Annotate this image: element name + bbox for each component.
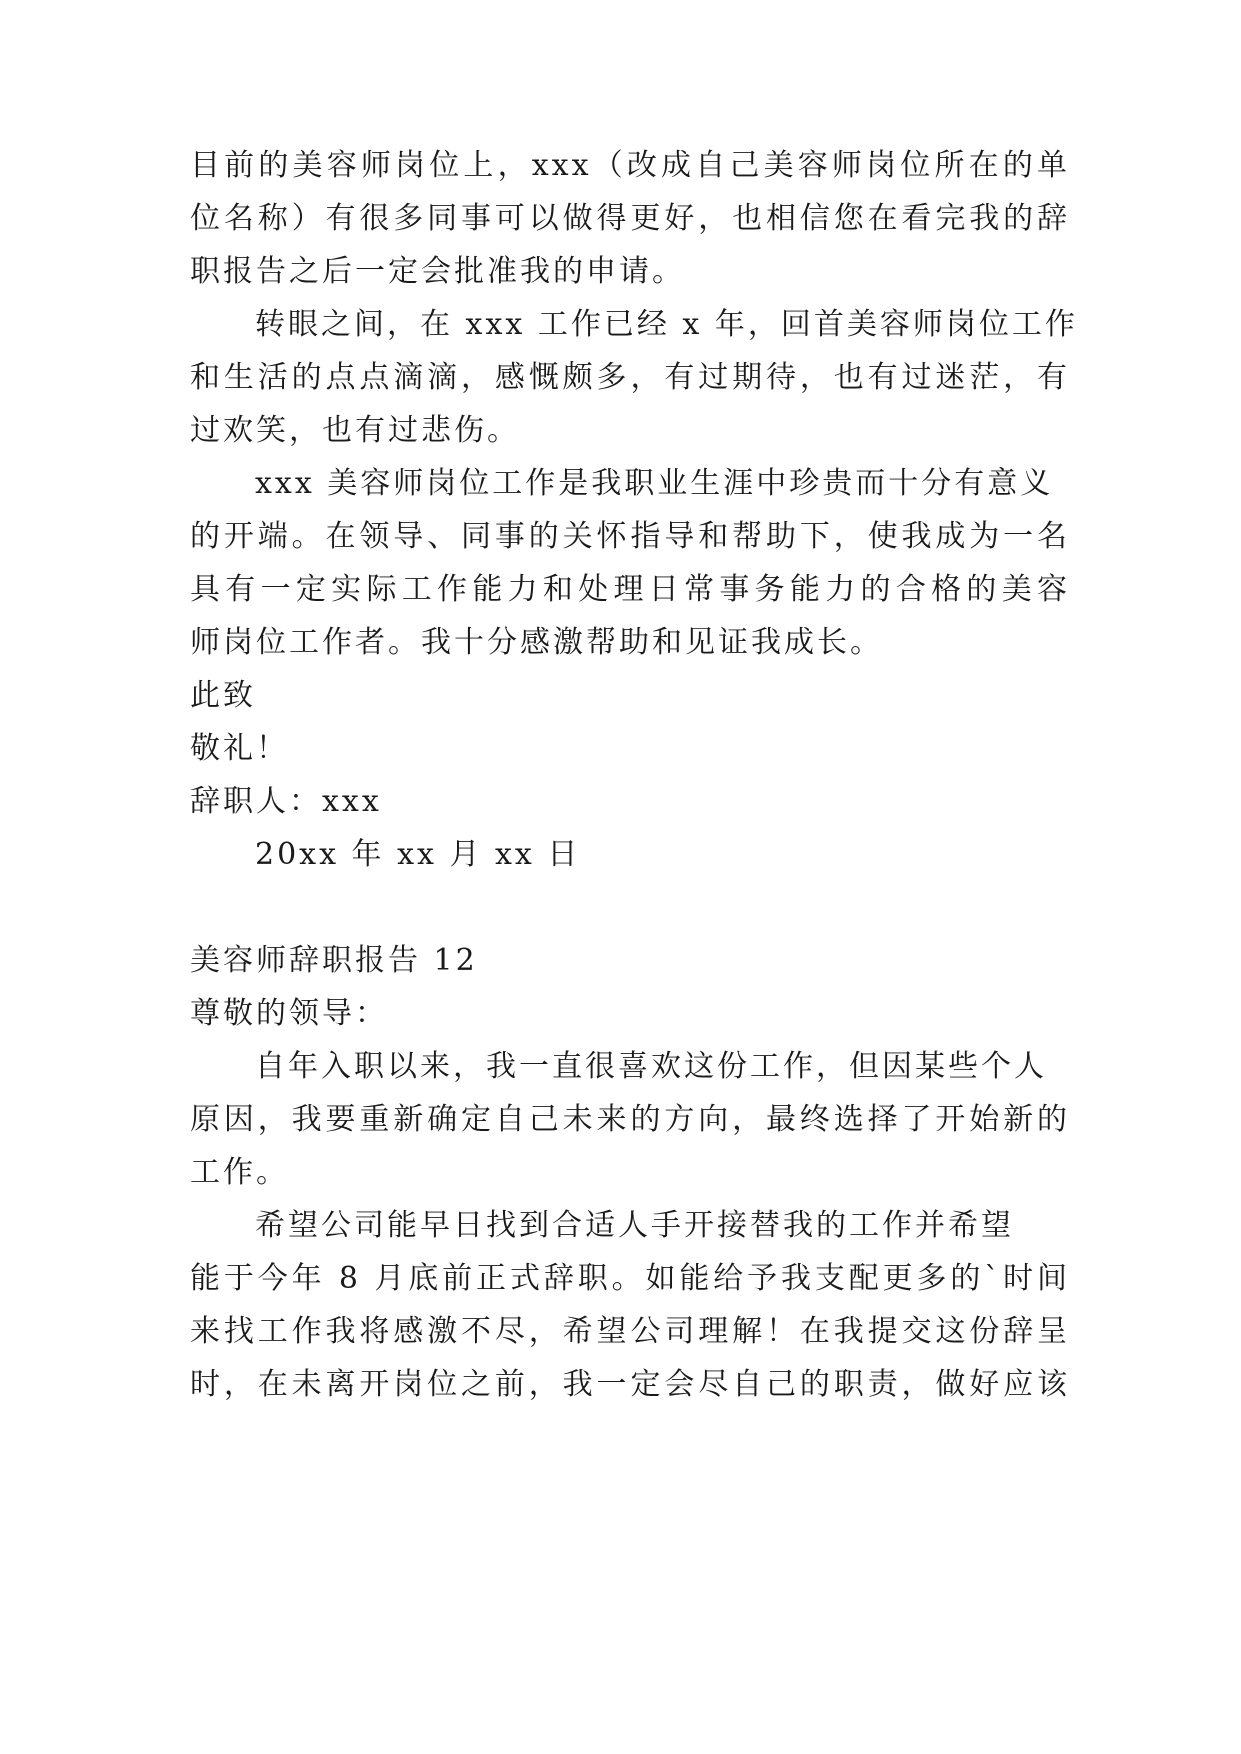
paragraph-2-line-3: 过欢笑，也有过悲伤。	[190, 413, 520, 448]
paragraph-4-line-1: 自年入职以来，我一直很喜欢这份工作，但因某些个人	[255, 1049, 1047, 1084]
closing-salutation-2: 敬礼！	[190, 731, 289, 766]
paragraph-3-line-4: 师岗位工作者。我十分感激帮助和见证我成长。	[190, 625, 883, 660]
signer-line: 辞职人：xxx	[190, 784, 382, 819]
paragraph-5-line-4: 时，在未离开岗位之前，我一定会尽自己的职责，做好应该	[190, 1367, 1070, 1402]
closing-salutation-1: 此致	[190, 678, 256, 713]
paragraph-4-line-3: 工作。	[190, 1155, 289, 1190]
paragraph-3-line-2: 的开端。在领导、同事的关怀指导和帮助下，使我成为一名	[190, 519, 1070, 554]
paragraph-3-line-1: xxx 美容师岗位工作是我职业生涯中珍贵而十分有意义	[255, 466, 1054, 501]
paragraph-4-line-2: 原因，我要重新确定自己未来的方向，最终选择了开始新的	[190, 1102, 1070, 1137]
paragraph-5-line-2: 能于今年 8 月底前正式辞职。如能给予我支配更多的`时间	[190, 1261, 1070, 1296]
paragraph-1-line-3: 职报告之后一定会批准我的申请。	[190, 254, 685, 289]
date-line: 20xx 年 xx 月 xx 日	[255, 837, 581, 872]
paragraph-1-line-2: 位名称）有很多同事可以做得更好，也相信您在看完我的辞	[190, 201, 1070, 236]
paragraph-5-line-1: 希望公司能早日找到合适人手开接替我的工作并希望	[255, 1208, 1014, 1243]
paragraph-2-line-1: 转眼之间，在 xxx 工作已经 x 年，回首美容师岗位工作	[255, 307, 1078, 342]
paragraph-5-line-3: 来找工作我将感激不尽，希望公司理解！在我提交这份辞呈	[190, 1314, 1070, 1349]
paragraph-1-line-1: 目前的美容师岗位上，xxx（改成自己美容师岗位所在的单	[190, 148, 1070, 183]
paragraph-2-line-2: 和生活的点点滴滴，感慨颇多，有过期待，也有过迷茫，有	[190, 360, 1070, 395]
paragraph-3-line-3: 具有一定实际工作能力和处理日常事务能力的合格的美容	[190, 572, 1070, 607]
greeting: 尊敬的领导：	[190, 996, 388, 1031]
section-title: 美容师辞职报告 12	[190, 943, 478, 978]
